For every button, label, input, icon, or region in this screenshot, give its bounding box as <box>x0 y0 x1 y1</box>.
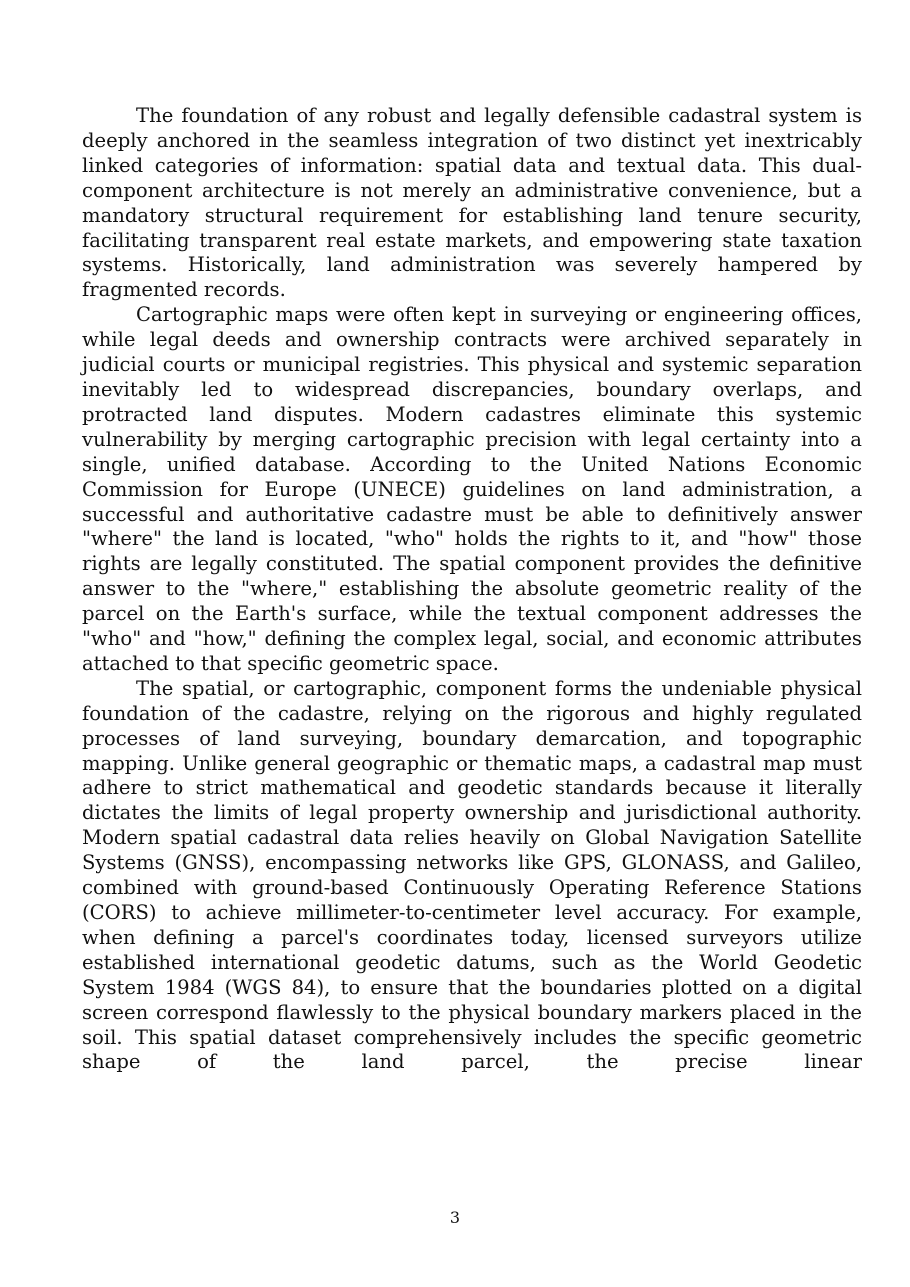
page-number: 3 <box>449 1208 461 1227</box>
paragraph-3: The spatial, or cartographic, component forms the undeniable physical foundation of the cadastre, relying on the rigorous and highly regulated processes of land surveying, boundary demarcation, and topographic mapping. Unlike general geographic or thematic maps, a cadastral map must adhere to strict mathematical and geodetic standards because it literally dictates the limits of legal property ownership and jurisdictional authority. Modern spatial cadastral data relies heavily on Global Navigation Satellite Systems (GNSS), encompassing networks like GPS, GLONASS, and Galileo, combined with ground-based Continuously Operating Reference Stations (CORS) to achieve millimeter-to-centimeter level accuracy. For example, when defining a parcel's coordinates today, licensed surveyors utilize established international geodetic datums, such as the World Geodetic System 1984 (WGS 84), to ensure that the boundaries plotted on a digital screen correspond flawlessly to the physical boundary markers placed in the soil. This spatial dataset comprehensively includes the specific geometric shape of the land parcel, the precise linear <box>82 676 862 1074</box>
paragraph-2: Cartographic maps were often kept in surveying or engineering offices, while legal deeds and ownership contracts were archived separately in judicial courts or municipal registries. This physical and systemic separation inevitably led to widespread discrepancies, boundary overlaps, and protracted land disputes. Modern cadastres eliminate this systemic vulnerability by merging cartographic precision with legal certainty into a single, unified database. According to the United Nations Economic Commission for Europe (UNECE) guidelines on land administration, a successful and authoritative cadastre must be able to definitively answer "where" the land is located, "who" holds the rights to it, and "how" those rights are legally constituted. The spatial component provides the definitive answer to the "where," establishing the absolute geometric reality of the parcel on the Earth's surface, while the textual component addresses the "who" and "how," defining the complex legal, social, and economic attributes attached to that specific geometric space. <box>82 303 862 675</box>
body-text <box>82 104 862 1075</box>
paragraph-1: The foundation of any robust and legally defensible cadastral system is deeply anchored in the seamless integration of two distinct yet inextricably linked categories of information: spatial data and textual data. This dual-component architecture is not merely an administrative convenience, but a mandatory structural requirement for establishing land tenure security, facilitating transparent real estate markets, and empowering state taxation systems. Historically, land administration was severely hampered by fragmented records. <box>82 104 862 302</box>
